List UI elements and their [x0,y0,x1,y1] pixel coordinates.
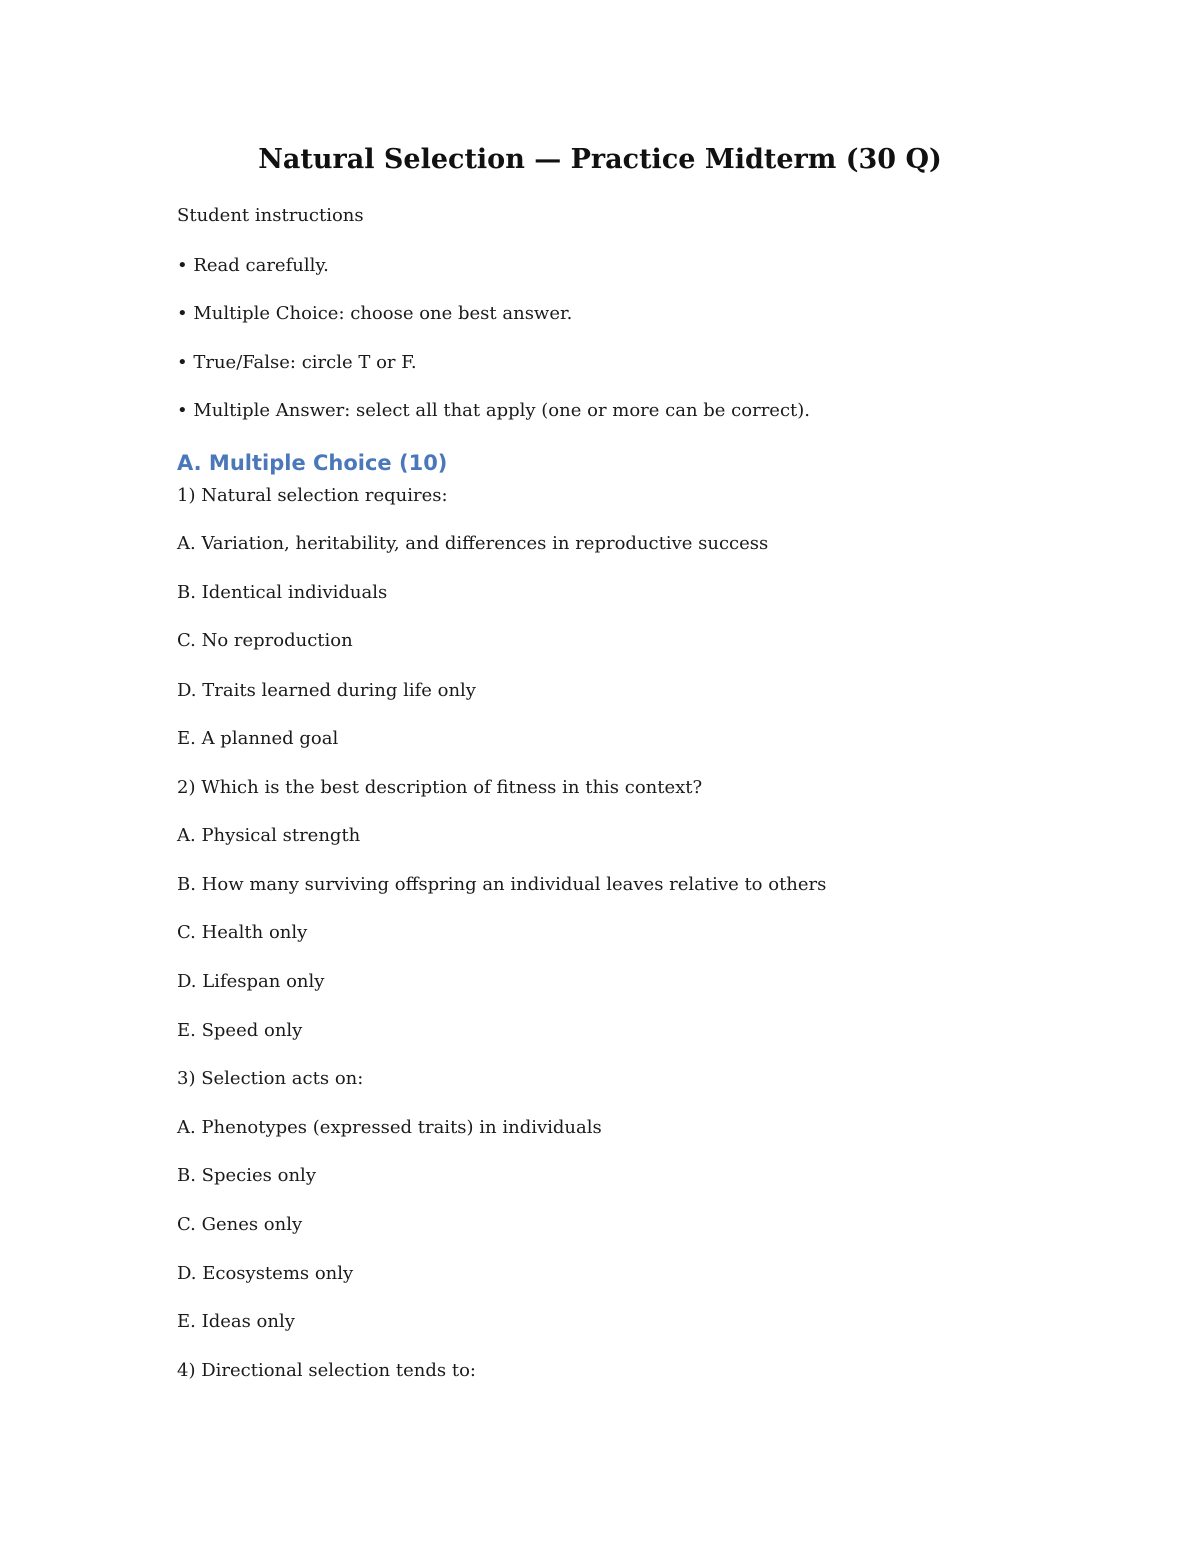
question-prompt: 1) Natural selection requires: [177,485,448,506]
answer-option: E. Ideas only [177,1311,295,1332]
answer-option: A. Physical strength [177,825,361,846]
instruction-item: • Read carefully. [177,255,329,276]
question-prompt: 2) Which is the best description of fitness in this context? [177,777,703,798]
section-heading: A. Multiple Choice (10) [177,451,448,475]
instruction-item: • Multiple Choice: choose one best answer. [177,303,573,324]
answer-option: B. How many surviving offspring an individual leaves relative to others [177,874,827,895]
answer-option: B. Identical individuals [177,582,388,603]
answer-option: E. A planned goal [177,728,339,749]
question-prompt: 4) Directional selection tends to: [177,1360,476,1381]
answer-option: D. Lifespan only [177,971,325,992]
answer-option: A. Phenotypes (expressed traits) in individuals [177,1117,602,1138]
answer-option: D. Traits learned during life only [177,680,476,701]
question-prompt: 3) Selection acts on: [177,1068,364,1089]
instructions-label: Student instructions [177,205,364,226]
answer-option: D. Ecosystems only [177,1263,354,1284]
answer-option: B. Species only [177,1165,316,1186]
answer-option: C. Genes only [177,1214,303,1235]
page-title: Natural Selection — Practice Midterm (30 Q) [258,144,942,175]
answer-option: A. Variation, heritability, and differences in reproductive success [177,533,769,554]
answer-option: E. Speed only [177,1020,303,1041]
answer-option: C. Health only [177,922,308,943]
instruction-item: • True/False: circle T or F. [177,352,417,373]
answer-option: C. No reproduction [177,630,353,651]
instruction-item: • Multiple Answer: select all that apply (one or more can be correct). [177,400,811,421]
